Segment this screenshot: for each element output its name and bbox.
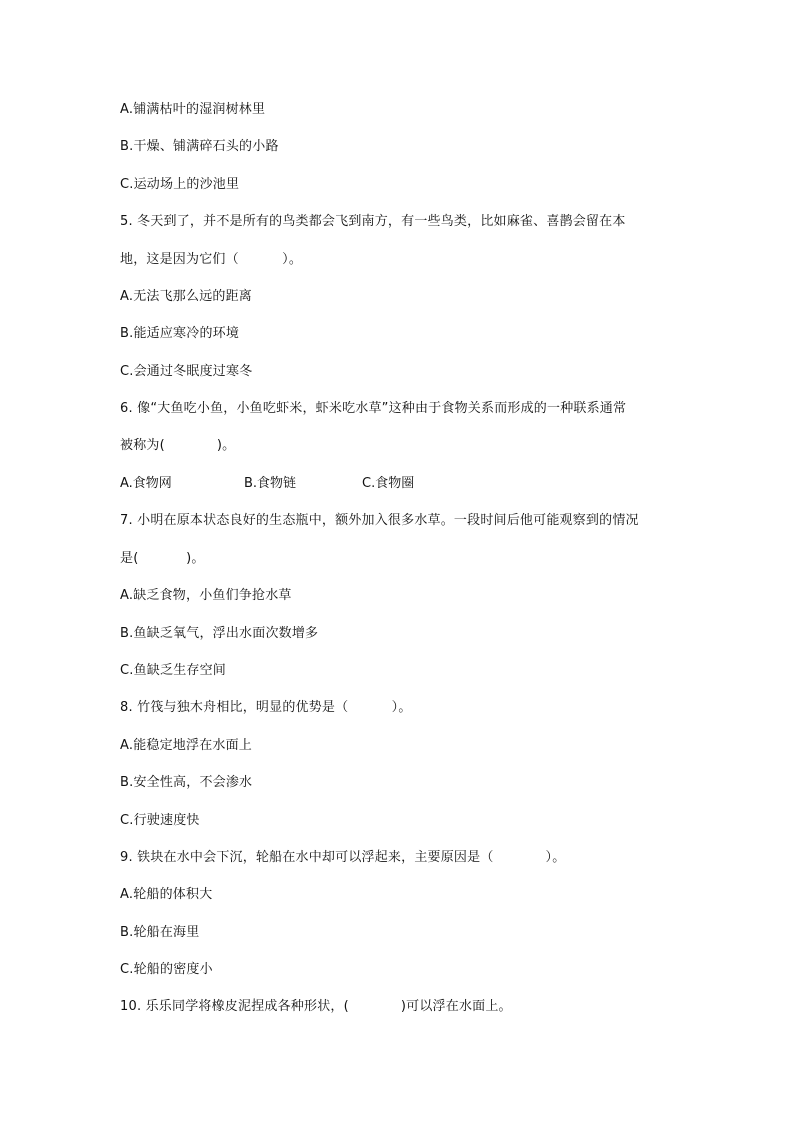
q5-stem-line1: 5. 冬天到了，并不是所有的鸟类都会飞到南方，有一些鸟类，比如麻雀、喜鹊会留在本 [120, 214, 626, 229]
q6-stem-line2: 被称为( )。 [120, 438, 236, 453]
q9-stem: 9. 铁块在水中会下沉，轮船在水中却可以浮起来，主要原因是（ ）。 [120, 850, 566, 865]
q5-option-b: B.能适应寒冷的环境 [120, 326, 240, 341]
q9-option-b: B.轮船在海里 [120, 925, 200, 940]
q4-option-b: B.干燥、铺满碎石头的小路 [120, 139, 279, 154]
q7-option-b: B.鱼缺乏氧气，浮出水面次数增多 [120, 626, 319, 641]
q4-option-a: A.铺满枯叶的湿润树林里 [120, 102, 266, 117]
q8-stem: 8. 竹筏与独木舟相比，明显的优势是（ ）。 [120, 700, 412, 715]
q6-stem-line1: 6. 像“大鱼吃小鱼，小鱼吃虾米，虾米吃水草”这种由于食物关系而形成的一种联系通常 [120, 401, 627, 416]
q7-stem-line2: 是( )。 [120, 551, 205, 566]
q7-option-a: A.缺乏食物，小鱼们争抢水草 [120, 588, 292, 603]
q8-option-a: A.能稳定地浮在水面上 [120, 738, 252, 753]
q7-option-c: C.鱼缺乏生存空间 [120, 663, 227, 678]
q7-stem-line1: 7. 小明在原本状态良好的生态瓶中，额外加入很多水草。一段时间后他可能观察到的情况 [120, 513, 639, 528]
q9-option-c: C.轮船的密度小 [120, 962, 213, 977]
q10-stem: 10. 乐乐同学将橡皮泥捏成各种形状，( )可以浮在水面上。 [120, 999, 512, 1014]
q4-option-c: C.运动场上的沙池里 [120, 177, 240, 192]
q5-option-c: C.会通过冬眠度过寒冬 [120, 364, 253, 379]
q8-option-b: B.安全性高，不会渗水 [120, 775, 253, 790]
q9-option-a: A.轮船的体积大 [120, 887, 213, 902]
q6-option-a: A.食物网 [120, 476, 172, 491]
q5-stem-line2: 地，这是因为它们（ ）。 [120, 252, 303, 267]
q6-option-b: B.食物链 [244, 476, 297, 491]
q6-option-c: C.食物圈 [362, 476, 415, 491]
q5-option-a: A.无法飞那么远的距离 [120, 289, 252, 304]
q8-option-c: C.行驶速度快 [120, 813, 200, 828]
